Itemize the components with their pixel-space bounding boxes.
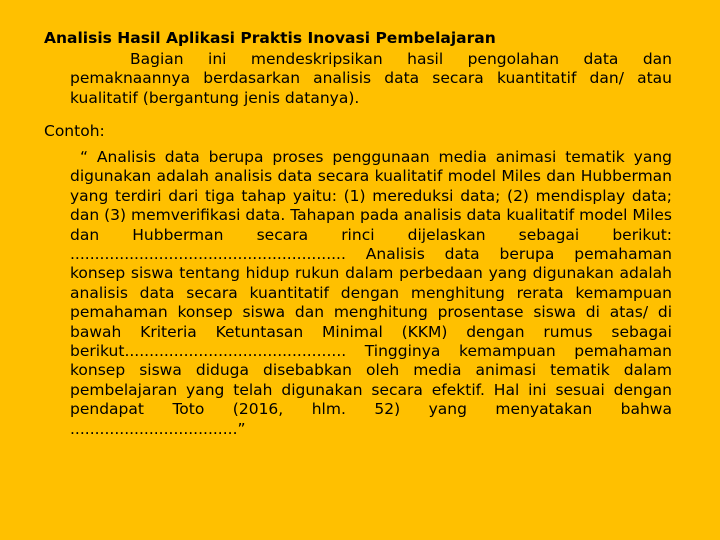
example-label: Contoh: bbox=[44, 122, 105, 140]
example-paragraph: “ Analisis data berupa proses penggunaan media animasi tematik yang digunakan adalah analisis data secara kualitatif model Miles dan Hubberman yang terdiri dari tiga tahap yaitu: (1) mereduksi data; (2) mendisplay data; dan (3) memverifikasi data. Tahapan pada analisis data kualitatif model Miles dan Hubberman secara rinci dijelaskan sebagai berikut: ........................................................ Analisis data berupa pemahaman konsep siswa tentang hidup rukun dalam perbedaan yang digunakan adalah analisis data secara kuantitatif dengan menghitung rerata kemampuan pemahaman konsep siswa dan menghitung prosentase siswa di atas/ di bawah Kriteria Ketuntasan Minimal (KKM) dengan rumus sebagai berikut............................................. Tingginya kemampuan pemahaman konsep siswa diduga disebabkan oleh media animasi tematik dalam pembelajaran yang telah digunakan secara efektif. Hal ini sesuai dengan pendapat Toto (2016, hlm. 52) yang menyatakan bahwa ..................................” bbox=[70, 148, 672, 438]
slide-title: Analisis Hasil Aplikasi Praktis Inovasi Pembelajaran bbox=[44, 29, 496, 47]
intro-paragraph: Bagian ini mendeskripsikan hasil pengolahan data dan pemaknaannya berdasarkan analisis data secara kuantitatif dan/ atau kualitatif (bergantung jenis datanya). bbox=[70, 50, 672, 107]
